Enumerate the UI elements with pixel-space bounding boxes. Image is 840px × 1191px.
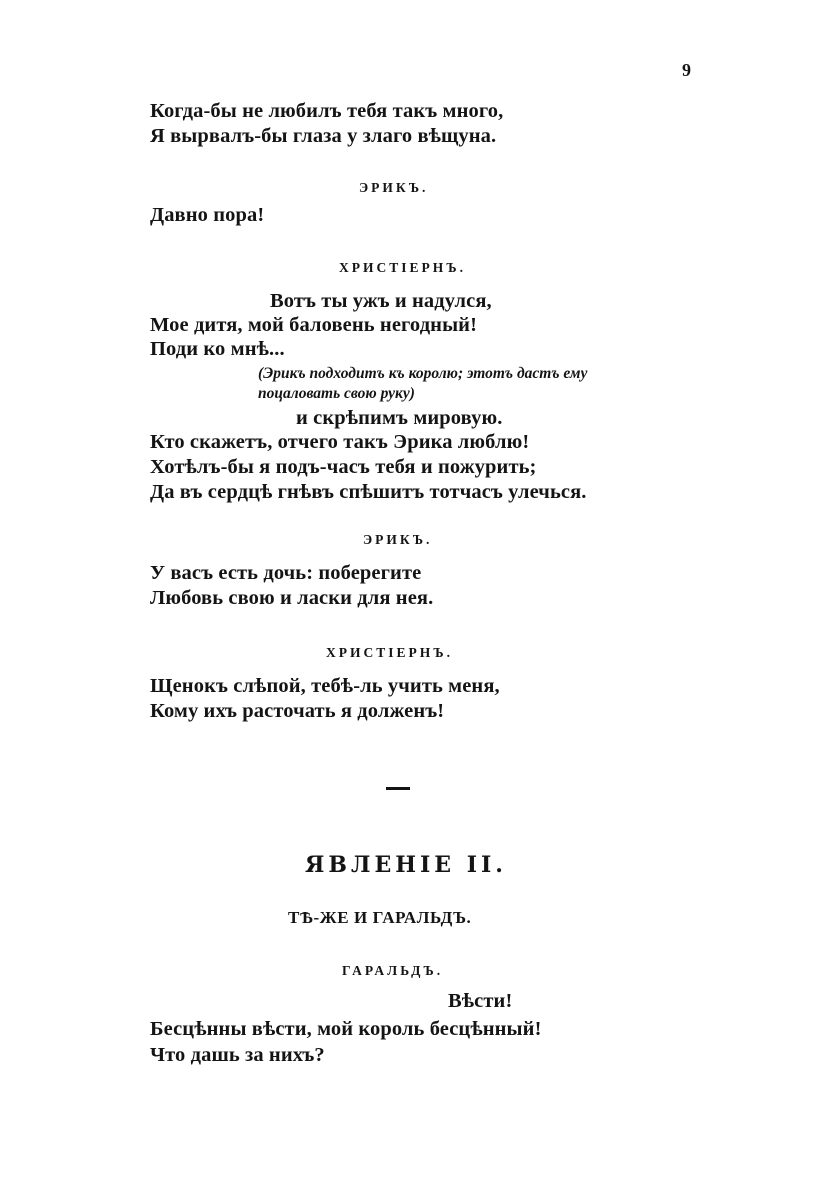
section-divider	[386, 787, 410, 790]
speaker-name: ХРИСТІЕРНЪ.	[326, 645, 453, 660]
verse-line: Что дашь за нихъ?	[150, 1044, 325, 1066]
verse-line: Хотѣлъ-бы я подъ-часъ тебя и пожурить;	[150, 456, 537, 478]
stage-direction-line: (Эрикъ подходитъ къ королю; этотъ дастъ ему	[258, 365, 588, 382]
verse-line: Кому ихъ расточать я долженъ!	[150, 700, 445, 722]
verse-line: Когда-бы не любилъ тебя такъ много,	[150, 100, 504, 122]
verse-line: Давно пора!	[150, 204, 265, 226]
scene-characters: ТѢ-ЖЕ И ГАРАЛЬДЪ.	[288, 908, 472, 927]
verse-line: Да въ сердцѣ гнѣвъ спѣшитъ тотчасъ улечься.	[150, 481, 587, 503]
verse-line: и скрѣпимъ мировую.	[296, 407, 503, 429]
speaker-name: ЭРИКЪ.	[363, 532, 433, 547]
stage-direction-line: поцаловать свою руку)	[258, 385, 415, 402]
page-number: 9	[682, 60, 691, 80]
verse-line: Поди ко мнѣ...	[150, 338, 285, 360]
verse-line: Кто скажетъ, отчего такъ Эрика люблю!	[150, 431, 530, 453]
verse-line: Вѣсти!	[448, 990, 513, 1012]
verse-line: Я вырвалъ-бы глаза у злаго вѣщуна.	[150, 125, 497, 147]
verse-line: Щенокъ слѣпой, тебѣ-ль учить меня,	[150, 675, 500, 697]
verse-line: У васъ есть дочь: поберегите	[150, 562, 422, 584]
verse-line: Мое дитя, мой баловень негодный!	[150, 314, 478, 336]
speaker-name: ГАРАЛЬДЪ.	[342, 963, 444, 978]
speaker-name: ЭРИКЪ.	[359, 180, 429, 195]
verse-line: Бесцѣнны вѣсти, мой король бесцѣнный!	[150, 1018, 542, 1040]
verse-line: Вотъ ты ужъ и надулся,	[270, 290, 492, 312]
speaker-name: ХРИСТІЕРНЪ.	[339, 260, 466, 275]
scene-title: ЯВЛЕНІЕ II.	[305, 852, 507, 878]
verse-line: Любовь свою и ласки для нея.	[150, 587, 434, 609]
